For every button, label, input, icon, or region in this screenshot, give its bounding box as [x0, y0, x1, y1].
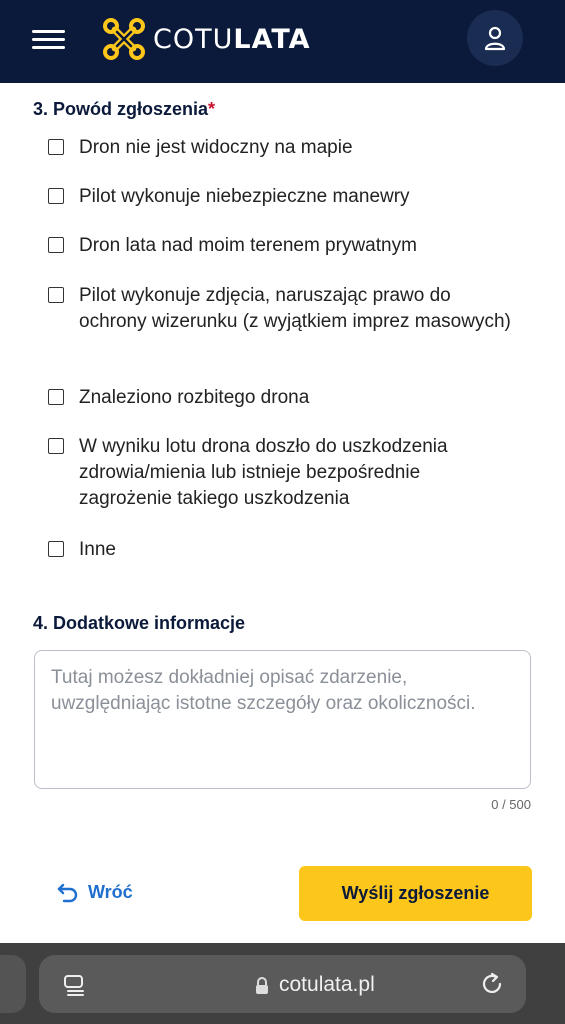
checkbox-label: Inne: [79, 539, 116, 560]
brand-name-part2: LATA: [233, 23, 311, 55]
checkbox-option-dangerous-maneuvers[interactable]: [48, 184, 518, 210]
checkbox-option-crashed-drone[interactable]: [48, 385, 518, 411]
checkbox-option-image-rights[interactable]: [48, 283, 518, 335]
reader-icon[interactable]: [63, 973, 87, 997]
reload-icon[interactable]: [479, 971, 505, 997]
undo-arrow-icon: [56, 881, 80, 903]
checkbox[interactable]: [48, 237, 64, 253]
checkbox-label: Dron lata nad moim terenem prywatnym: [79, 235, 417, 256]
checkbox[interactable]: [48, 438, 64, 454]
checkbox-option-damage[interactable]: [48, 434, 518, 512]
checkbox-option-drone-not-visible[interactable]: [48, 135, 518, 161]
lock-icon: [255, 977, 269, 995]
brand-name-part1: COTU: [153, 23, 234, 55]
user-account-button[interactable]: [467, 10, 523, 66]
top-navigation-bar: [0, 0, 565, 83]
back-button-label: Wróć: [88, 881, 133, 902]
checkbox-label: W wyniku lotu drona doszło do uszkodzenia zdrowia/mienia lub istnieje bezpośrednie zagrożenie takiego uszkodzenia: [79, 436, 448, 509]
brand-name: [153, 24, 311, 55]
user-icon: [483, 25, 507, 51]
character-counter: 0 / 500: [491, 797, 531, 812]
checkbox[interactable]: [48, 188, 64, 204]
drone-logo-icon: [101, 16, 147, 62]
submit-button-label: Wyślij zgłoszenie: [341, 883, 490, 903]
checkbox-option-other[interactable]: [48, 537, 518, 563]
checkbox[interactable]: [48, 541, 64, 557]
section-title-reason: [33, 99, 215, 120]
checkbox-label: Pilot wykonuje zdjęcia, naruszając prawo do ochrony wizerunku (z wyjątkiem imprez masowych): [79, 285, 511, 332]
hamburger-menu-icon[interactable]: [32, 26, 66, 52]
checkbox[interactable]: [48, 287, 64, 303]
submit-report-button[interactable]: [299, 866, 532, 921]
url-text: cotulata.pl: [279, 973, 375, 996]
checkbox-label: Pilot wykonuje niebezpieczne manewry: [79, 186, 410, 207]
checkbox[interactable]: [48, 389, 64, 405]
browser-toolbar: [0, 943, 565, 1024]
checkbox[interactable]: [48, 139, 64, 155]
required-marker: *: [208, 99, 216, 119]
textarea-placeholder: Tutaj możesz dokładniej opisać zdarzenie, uwzględniając istotne szczegóły oraz okoliczności.: [51, 667, 476, 714]
checkbox-label: Dron nie jest widoczny na mapie: [79, 137, 353, 158]
report-form: [0, 83, 565, 943]
address-bar[interactable]: [39, 955, 526, 1013]
previous-tab[interactable]: [0, 955, 26, 1013]
additional-info-textarea[interactable]: [34, 650, 531, 789]
section-title-reason-text: 3. Powód zgłoszenia: [33, 99, 209, 119]
checkbox-label: Znaleziono rozbitego drona: [79, 387, 310, 408]
brand-logo[interactable]: [101, 14, 311, 64]
back-button[interactable]: [56, 877, 133, 907]
section-title-additional-info: 4. Dodatkowe informacje: [33, 613, 246, 633]
checkbox-option-private-property[interactable]: [48, 233, 518, 259]
